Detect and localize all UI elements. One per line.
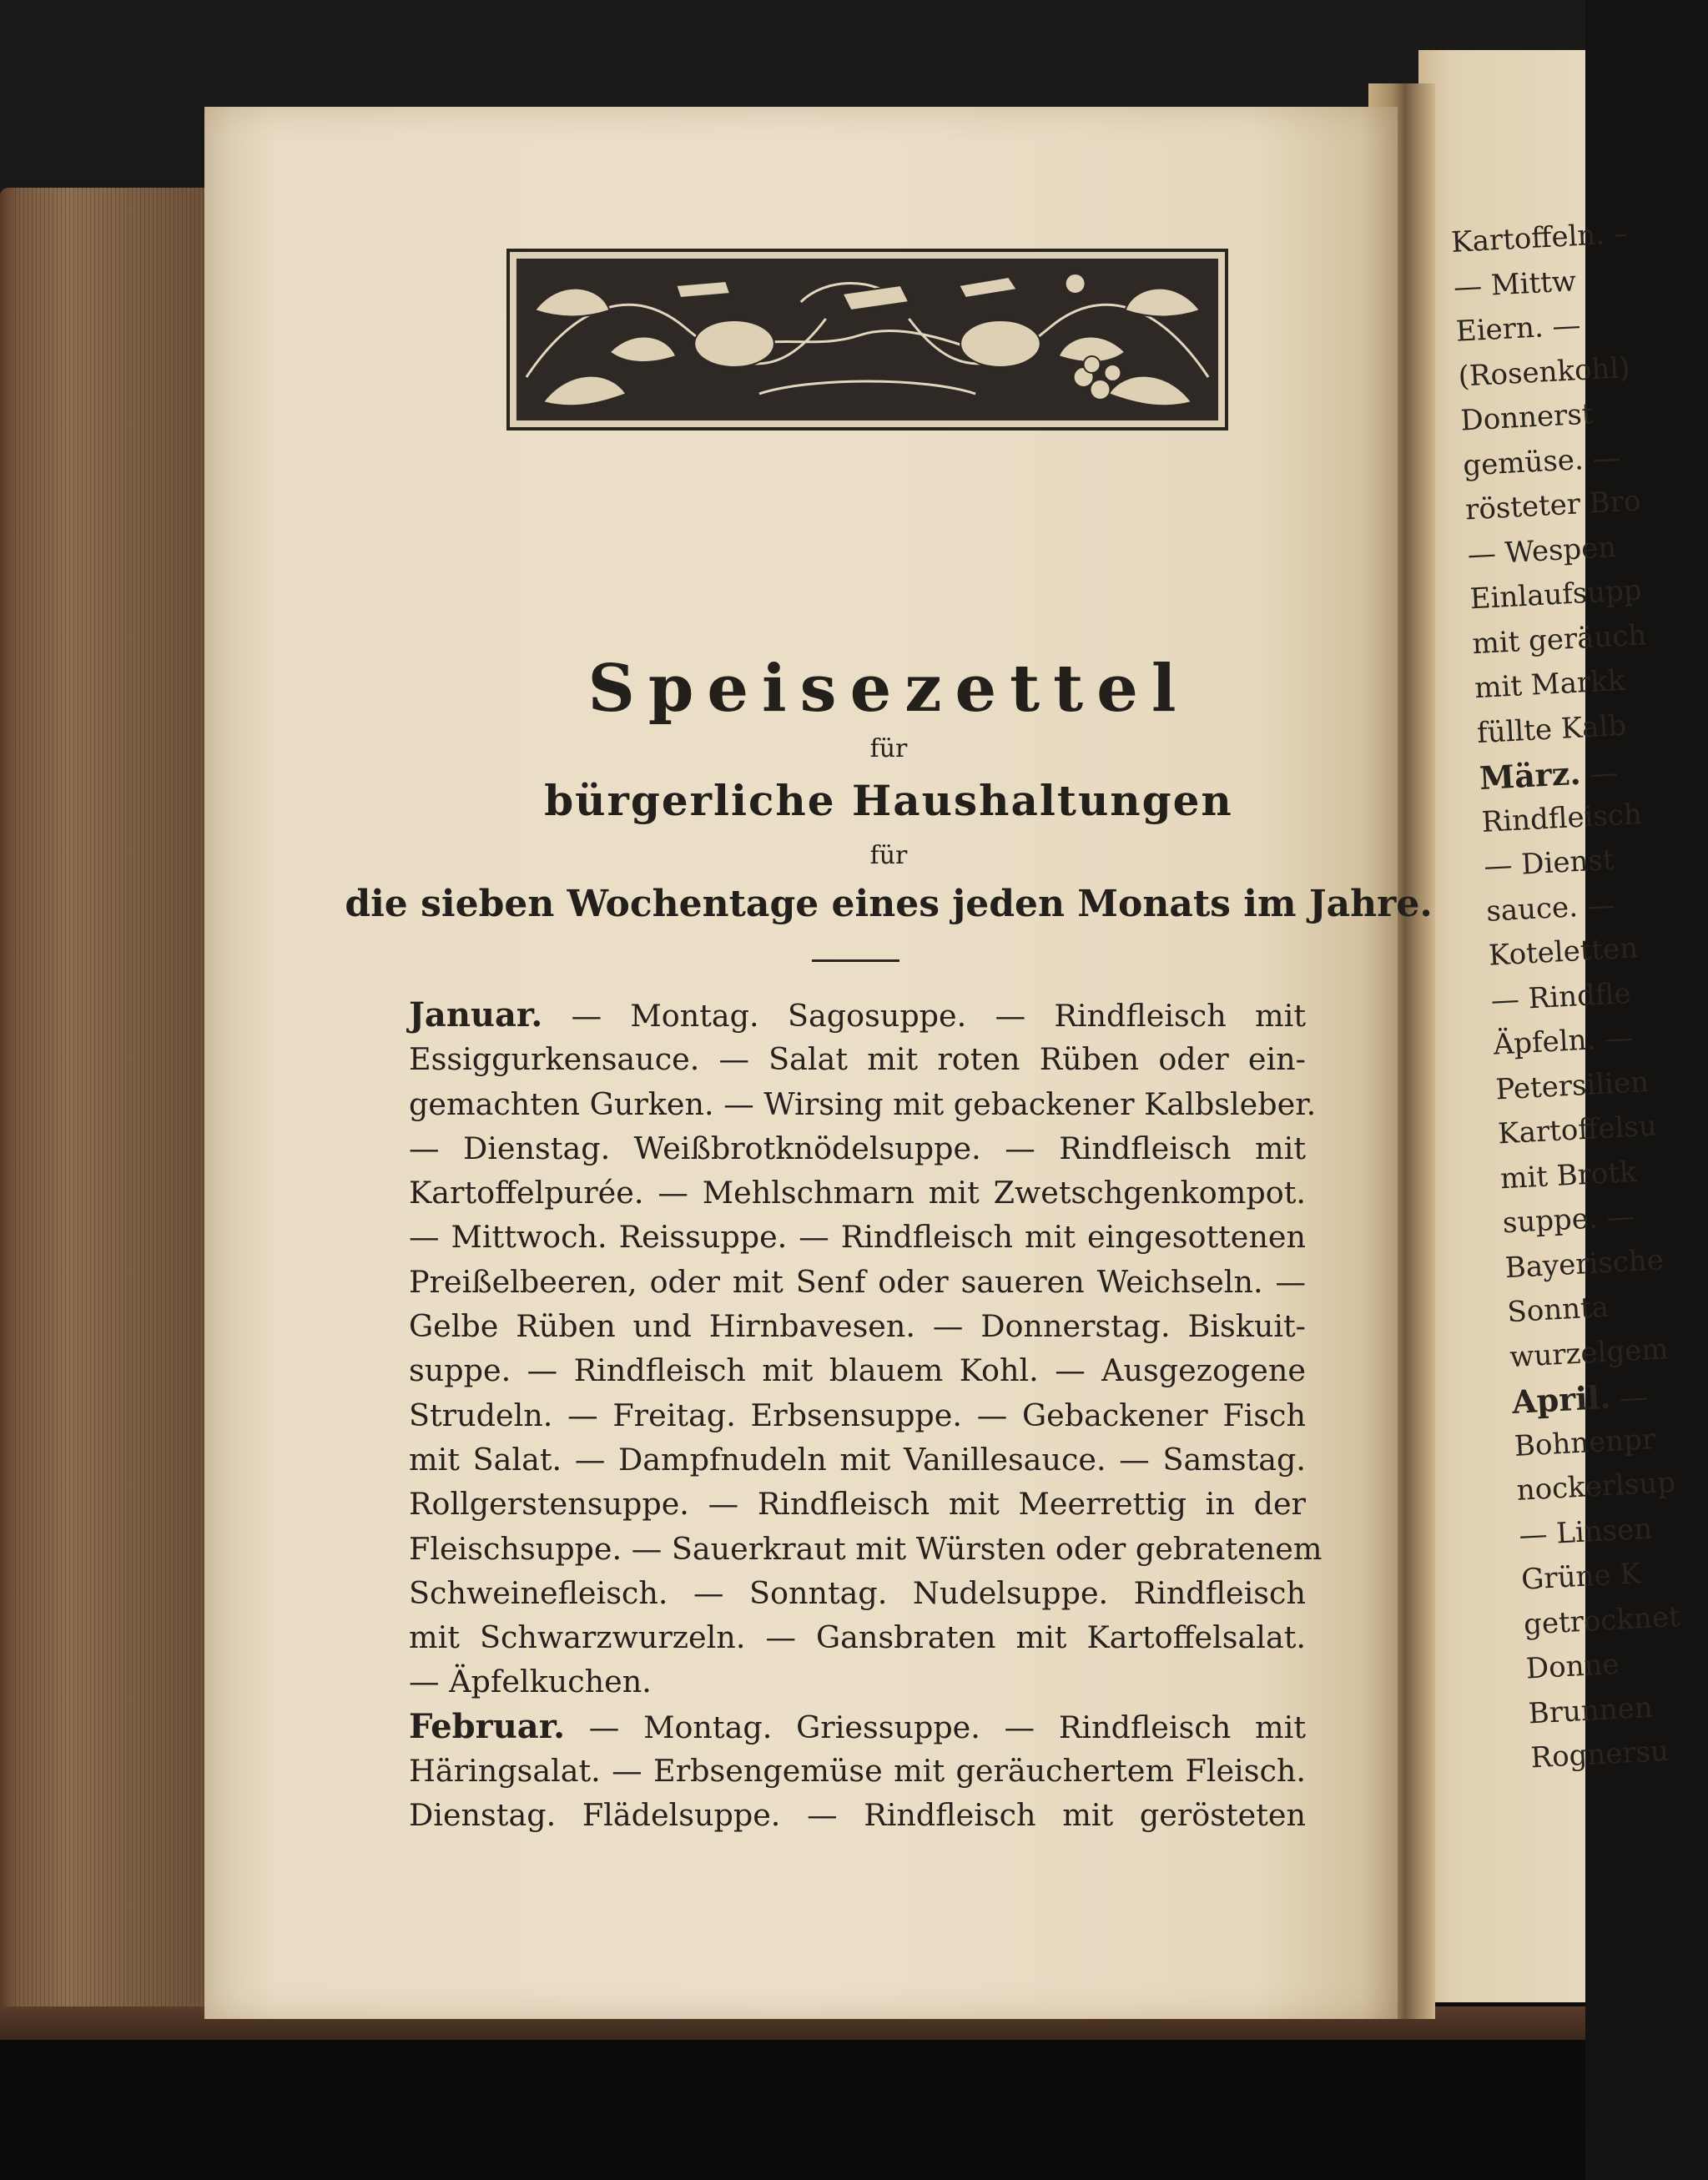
right-page (1418, 50, 1681, 2002)
line-text: — Mittwoch. Reissuppe. — Rindfleisch mit eingesottenen (409, 1219, 1306, 1256)
line-text: suppe. — Rindfleisch mit blauem Kohl. — Ausgezogene (409, 1352, 1306, 1389)
line-text: — (1610, 1380, 1650, 1416)
line-text: — Wespen (1466, 530, 1618, 571)
line-text: rösteter Bro (1464, 484, 1642, 527)
line-text: — Dienst (1483, 843, 1615, 884)
text-line (409, 1215, 1306, 1259)
line-text: Eiern. — (1454, 309, 1582, 349)
line-text: Donnerst (1459, 397, 1595, 438)
text-line (409, 1126, 1306, 1171)
right-page-text (1450, 213, 1699, 1781)
line-text: — Montag. Griessuppe. — Rindfleisch mit (565, 1709, 1306, 1745)
line-text: mit Salat. — Dampfnudeln mit Vanillesauce. — Samstag. (409, 1441, 1306, 1478)
line-text: — Montag. Sagosuppe. — Rindfleisch mit (542, 998, 1306, 1034)
text-line (409, 1482, 1306, 1526)
right-page-line (1464, 480, 1642, 533)
right-page-line (1529, 1728, 1699, 1781)
line-text: gemüse. — (1462, 441, 1622, 483)
line-text: Bayerische (1504, 1242, 1665, 1285)
line-text: Preißelbeeren, oder mit Senf oder saueren Weichseln. — (409, 1263, 1306, 1300)
right-page-line (1515, 1460, 1685, 1513)
line-text: wurzelgem (1509, 1332, 1670, 1374)
line-text: Essiggurkensauce. — Salat mit roten Rüben oder ein- (409, 1041, 1306, 1078)
line-text: Bohnenpr (1513, 1422, 1657, 1463)
line-text: gemachten Gurken. — Wirsing mit gebackener Kalbsleber. (409, 1085, 1317, 1122)
line-text: Rindfleisch (1480, 797, 1643, 839)
line-text: Häringsalat. — Erbsengemüse mit geräuchertem Fleisch. (409, 1753, 1306, 1790)
text-line (409, 1793, 1306, 1837)
right-page-line (1488, 925, 1657, 979)
line-text: Dienstag. Flädelsuppe. — Rindfleisch mit gerösteten (409, 1797, 1306, 1834)
line-text: Äpfeln. — (1492, 1020, 1634, 1062)
line-text: Petersilien (1494, 1065, 1650, 1107)
line-text: Rognersu (1529, 1734, 1670, 1775)
text-line (409, 1348, 1306, 1392)
right-page-line (1474, 658, 1643, 712)
decorative-ornament (506, 249, 1228, 430)
line-text: Sonnta (1506, 1290, 1610, 1330)
right-page-line (1509, 1327, 1678, 1380)
line-text: Kartoffelpurée. — Mehlschmarn mit Zwetschgenkompot. (409, 1175, 1306, 1211)
line-text: getrocknet (1523, 1599, 1681, 1642)
line-text: Fleischsuppe. — Sauerkraut mit Würsten oder gebratenem (409, 1530, 1323, 1567)
text-line (409, 1571, 1306, 1615)
month-heading: Februar. (409, 1706, 566, 1746)
line-text: mit Brotk (1499, 1155, 1638, 1196)
line-text: — Dienstag. Weißbrotknödelsuppe. — Rindfleisch mit (409, 1130, 1306, 1166)
text-line (409, 1704, 1306, 1749)
text-line (409, 1304, 1306, 1348)
month-heading: März. (1478, 753, 1582, 798)
line-text: sauce. — (1485, 888, 1616, 929)
text-line (409, 993, 1306, 1037)
line-text: Donne (1524, 1647, 1620, 1686)
line-text: — (1580, 756, 1620, 792)
right-page-line (1523, 1594, 1692, 1648)
divider-rule (812, 959, 899, 962)
title-connector-2: für (869, 841, 908, 870)
right-page-line (1476, 702, 1645, 756)
line-text: Strudeln. — Freitag. Erbsensuppe. — Gebackener Fisch (409, 1397, 1306, 1433)
text-line (409, 1393, 1306, 1437)
page-title: Speisezettel (587, 651, 1190, 727)
right-page-line (1480, 792, 1650, 845)
right-page-line (1450, 213, 1629, 266)
line-text: — Äpfelkuchen. (409, 1664, 652, 1700)
title-connector-1: für (869, 734, 908, 763)
text-line (409, 1749, 1306, 1793)
line-text: mit Schwarzwurzeln. — Gansbraten mit Kartoffelsalat. (409, 1619, 1306, 1656)
menu-body-text (409, 993, 1323, 1838)
right-page-line (1497, 1104, 1666, 1157)
subtitle-households: bürgerliche Haushaltungen (544, 776, 1233, 825)
text-line (409, 1171, 1306, 1215)
text-line (409, 1659, 1306, 1704)
text-line (409, 1082, 1317, 1126)
line-text: Gelbe Rüben und Hirnbavesen. — Donnerstag. Biskuit- (409, 1308, 1306, 1345)
text-line (409, 1260, 1306, 1304)
month-heading: April. (1511, 1377, 1612, 1422)
line-text: nockerlsup (1515, 1465, 1676, 1508)
line-text: — Rindfle (1489, 976, 1632, 1018)
subtitle-weekdays: die sieben Wochentage eines jeden Monats im Jahre. (345, 883, 1433, 925)
line-text: Koteletten (1488, 931, 1640, 973)
right-page-line (1469, 569, 1643, 622)
page-block-edge (0, 188, 229, 2019)
line-text: Schweinefleisch. — Sonntag. Nudelsuppe. Rindfleisch (409, 1574, 1306, 1611)
line-text: mit Markk (1474, 663, 1626, 706)
line-text: (Rosenkohl) (1457, 350, 1631, 394)
month-heading: Januar. (409, 995, 543, 1035)
text-line (409, 1615, 1306, 1659)
ornament-leaf-icon (510, 252, 1225, 427)
line-text: Kartoffeln. – (1450, 216, 1629, 259)
right-page-line (1457, 346, 1631, 400)
line-text: füllte Kalb (1476, 708, 1628, 750)
line-text: Brunnen (1527, 1690, 1654, 1731)
text-line (409, 1037, 1306, 1081)
text-line (409, 1527, 1323, 1571)
text-line (409, 1437, 1306, 1482)
right-page-line (1504, 1237, 1673, 1291)
line-text: Kartoffelsu (1497, 1109, 1658, 1151)
line-text: suppe. — (1501, 1200, 1636, 1241)
line-text: Grüne K (1520, 1557, 1642, 1597)
line-text: Einlaufsupp (1469, 573, 1643, 617)
line-text: Rollgerstensuppe. — Rindfleisch mit Meerrettig in der (409, 1486, 1306, 1523)
line-text: — Mittw (1453, 264, 1577, 305)
line-text: mit geräuch (1471, 617, 1648, 661)
line-text: — Linsen (1518, 1512, 1654, 1553)
